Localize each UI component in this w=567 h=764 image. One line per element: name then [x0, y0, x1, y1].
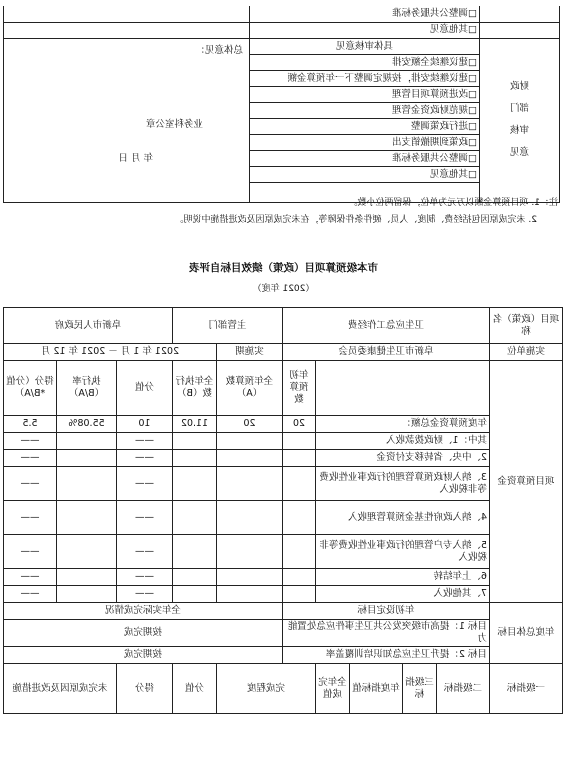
fund-cell: 20 — [283, 416, 316, 433]
fund-cell: 10 — [116, 416, 172, 433]
goal-plan: 目标 2：提升卫生应急知识培训覆盖率 — [283, 647, 490, 664]
office-seal-label: 业务科室公章 — [145, 118, 203, 130]
indicator-header: 全年完成值 — [316, 664, 350, 714]
fund-label: 项目预算资金 — [490, 361, 563, 603]
fund-cell: 5.5 — [3, 416, 56, 433]
fund-row-label: 其中：1、财政拨款收入 — [316, 433, 490, 450]
review-option: 进行政策调整 — [411, 120, 469, 132]
review-option: 建议继续全额安排 — [392, 56, 469, 68]
fund-cell: 11.02 — [172, 416, 216, 433]
note-1: 注：1. 项目预算金额以万元为单位，保留两位小数。 — [348, 198, 558, 208]
goal-plan-header: 年初设定目标 — [283, 603, 490, 620]
fund-row-label: 4、纳入政府性基金预算管理收入 — [316, 501, 490, 535]
review-option: 规范财政资金管理 — [392, 104, 469, 116]
review-option: 调整公共服务标准 — [392, 152, 469, 164]
indicator-header: 得分 — [116, 664, 172, 714]
col-header: 全年执行数（B） — [172, 361, 216, 416]
review-header: 具体审核意见 — [250, 39, 479, 55]
col-header: 执行率（B/A） — [56, 361, 116, 416]
col-header: 分值 — [116, 361, 172, 416]
col-header: 年初预算数 — [283, 361, 316, 416]
general-opinion-label: 总体意见： — [195, 44, 243, 56]
indicator-header: 年度指标值 — [350, 664, 403, 714]
page-subtitle: （2021 年度） — [252, 284, 315, 294]
fund-cell: 20 — [217, 416, 283, 433]
col-header: 全年预算数（A） — [217, 361, 283, 416]
dept-label: 主管部门 — [172, 308, 282, 344]
review-option: 改进预算项目管理 — [392, 88, 469, 100]
review-table — [3, 6, 560, 203]
review-option: 政策到期撤销支出 — [392, 136, 469, 148]
opt-other: 其他意见 — [430, 24, 469, 35]
indicator-header: 分值 — [172, 664, 216, 714]
indicator-header: 一级指标 — [490, 664, 563, 714]
page-title: 市本级预算项目（政策）绩效目标自评表 — [189, 262, 378, 274]
review-option: 建议继续安排，按规定调整下一年预算金额 — [287, 72, 469, 84]
evaluation-table: 项目（政策）名称 卫生应急工作经费 主管部门 阜新市人民政府 实施单位 阜新市卫生健康委员会 实施期 2021 年 1 月 － 2021 年 12 月 项目预算资金 年初预算数 全年预算数（A） 全年执行数（B） 分值 执行率（B/A） 得分（分值*B/A） 年度预算资金总额： 20 20 11.02 10 55.08% 5.5 其中：1、财政拨款收入 —— —— 2、中央、省转移支付资金 —— —— 3、纳入财政预算管理的行政事业性收费等非税收入 —— —— 4、纳入政府性基金预算管理收入 —— —— 5、纳入专户管理的行政事业性收费等非税收入 —— —— 6、上年结转 —— —— 7、其他收入 —— —— 年度总体目标 年初设定目标 全年实际完成情况 目标 1：提高市级突发公共卫生事件应急处置能力 按期完成 目标 2：提升卫生应急知识培训覆盖率 按期完成 一级指标 二级指标 三级指标 年度指标值 全年完成值 完成程度 分值 得分 未完成原因及改进措施 — [3, 307, 563, 714]
indicator-header: 三级指标 — [403, 664, 437, 714]
impl-unit-label: 实施单位 — [490, 344, 563, 361]
indicator-header: 未完成原因及改进措施 — [3, 664, 116, 714]
date-label: 年 月 日 — [118, 152, 153, 164]
goal-actual: 按期完成 — [3, 620, 282, 647]
goal-actual: 按期完成 — [3, 647, 282, 664]
goal-plan: 目标 1：提高市级突发公共卫生事件应急处置能力 — [283, 620, 490, 647]
fund-row-label: 2、中央、省转移支付资金 — [316, 450, 490, 467]
fund-row-label: 年度预算资金总额： — [316, 416, 490, 433]
fund-row-label: 3、纳入财政预算管理的行政事业性收费等非税收入 — [316, 467, 490, 501]
col-header: 得分（分值*B/A） — [3, 361, 56, 416]
fund-row-label: 6、上年结转 — [316, 569, 490, 586]
goal-actual-header: 全年实际完成情况 — [3, 603, 282, 620]
project-name: 卫生应急工作经费 — [283, 308, 490, 344]
indicator-header: 二级指标 — [437, 664, 490, 714]
indicator-header: 完成程度 — [217, 664, 316, 714]
finance-opinion-label: 财政 部门 审核 意见 — [480, 38, 560, 202]
fund-row-label: 5、纳入专户管理的行政事业性收费等非税收入 — [316, 535, 490, 569]
goal-label: 年度总体目标 — [490, 603, 563, 664]
impl-period-value: 2021 年 1 月 － 2021 年 12 月 — [3, 344, 216, 361]
impl-unit-value: 阜新市卫生健康委员会 — [283, 344, 490, 361]
note-2: 2. 未完成原因包括经费、制度、人员、硬件条件保障等，在未完成原因及改进措施中说明。 — [174, 215, 537, 225]
fund-cell: 55.08% — [56, 416, 116, 433]
review-option: 其他意见 — [430, 168, 469, 180]
project-name-label: 项目（政策）名称 — [490, 308, 563, 344]
fund-row-label: 7、其他收入 — [316, 586, 490, 603]
impl-period-label: 实施期 — [217, 344, 283, 361]
opt-adjust-std: 调整公共服务标准 — [392, 7, 469, 19]
dept-value: 阜新市人民政府 — [3, 308, 172, 344]
